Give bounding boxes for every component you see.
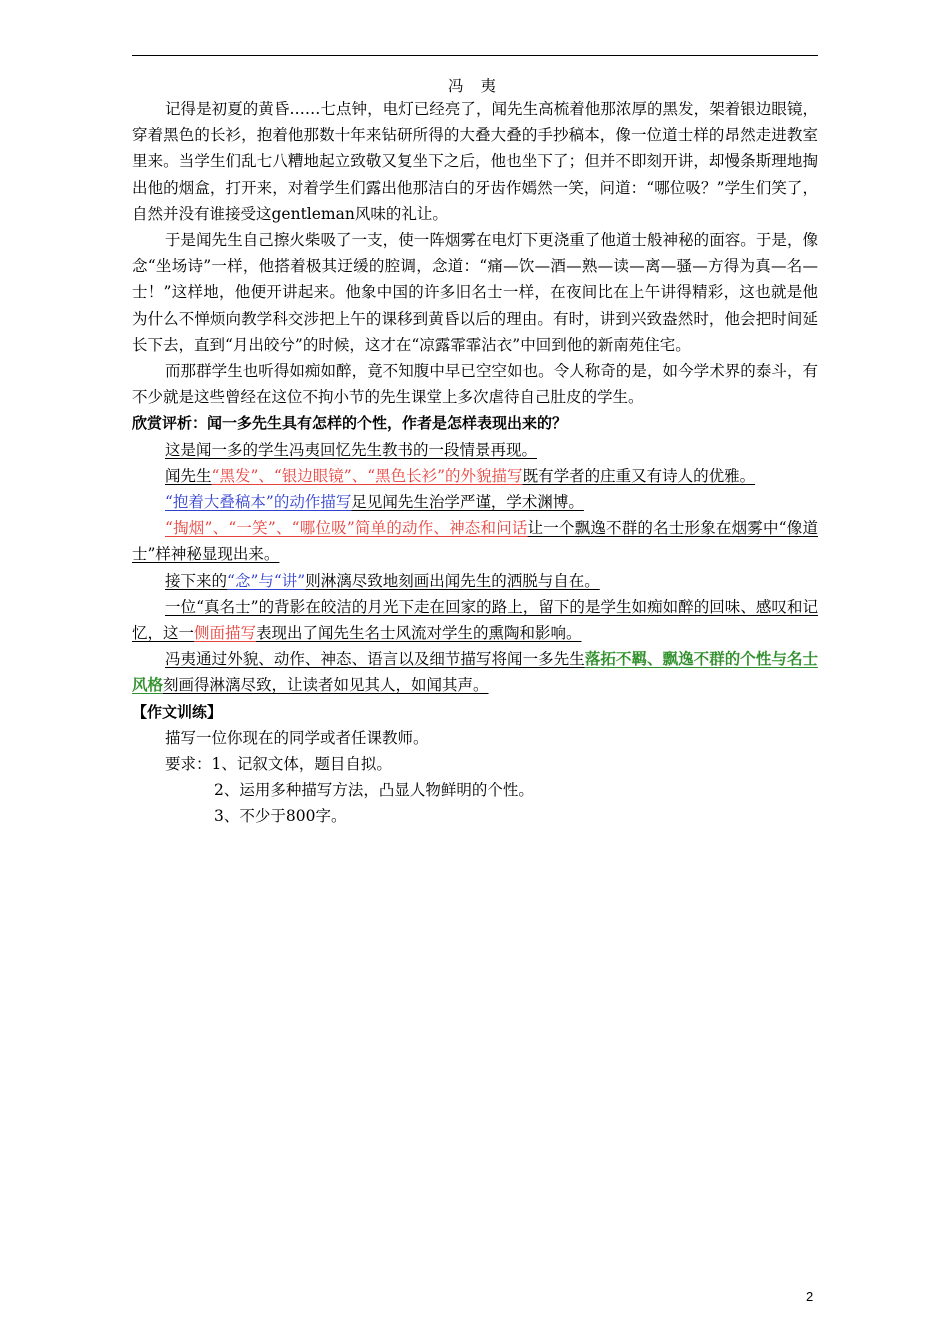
analysis-text: 则淋漓尽致地刻画出闻先生的洒脱与自在。 xyxy=(305,571,600,590)
training-requirement-1: 要求：1、记叙文体，题目自拟。 xyxy=(165,755,392,774)
analysis-paragraph-5 xyxy=(132,568,818,594)
highlight-red: “黑发”、“银边眼镜”、“黑色长衫”的外貌描写 xyxy=(211,466,523,485)
passage-paragraph-3: 而那群学生也听得如痴如醉，竟不知腹中早已空空如也。令人称奇的是，如今学术界的泰斗，有不少就是这些曾经在这位不拘小节的先生课堂上多次虐待自己肚皮的学生。 xyxy=(132,362,818,407)
analysis-text: 接下来的 xyxy=(165,571,228,590)
analysis-text: 刻画得淋漓尽致，让读者如见其人，如闻其声。 xyxy=(163,676,489,695)
analysis-text: 既有学者的庄重又有诗人的优雅。 xyxy=(522,466,756,485)
analysis-paragraph-3 xyxy=(132,489,818,515)
passage-paragraph-2: 于是闻先生自己擦火柴吸了一支，使一阵烟雾在电灯下更浇重了他道士般神秘的面容。于是，像念“坐场诗”一样，他搭着极其迂缓的腔调，念道：“痛—饮—酒—熟—读—离—骚—方得为真—名—士！”这样地，他便开讲起来。他象中国的许多旧名士一样，在夜间比在上午讲得精彩，这也就是他为什么不惮烦向教学科交涉把上午的课移到黄昏以后的理由。有时，讲到兴致盎然时，他会把时间延长下去，直到“月出皎兮”的时候，这才在“凉露霏霏沾衣”中回到他的新南苑住宅。 xyxy=(132,231,818,354)
page-number: 2 xyxy=(806,1289,814,1304)
page-title: 冯 夷 xyxy=(448,77,502,95)
analysis-text: 冯夷通过外貌、动作、神态、语言以及细节描写将闻一多先生 xyxy=(165,650,585,669)
passage-paragraph-1: 记得是初夏的黄昏……七点钟，电灯已经亮了，闻先生高梳着他那浓厚的黑发，架着银边眼镜，穿着黑色的长衫，抱着他那数十年来钻研所得的大叠大叠的手抄稿本，像一位道士样的昂然走进教室里来。当学生们乱七八糟地起立致敬又复坐下之后，他也坐下了；但并不即刻开讲，却慢条斯理地掏出他的烟盒，打开来，对着学生们露出他那洁白的牙齿作嫣然一笑，问道：“哪位吸？”学生们笑了，自然并没有谁接受这gentleman风味的礼让。 xyxy=(132,100,818,223)
analysis-paragraph-2 xyxy=(132,463,818,489)
analysis-text: 足见闻先生治学严谨，学术渊博。 xyxy=(351,493,584,512)
analysis-text: 表现出了闻先生名士风流对学生的熏陶和影响。 xyxy=(256,624,582,643)
highlight-blue: “念”与“讲” xyxy=(227,571,306,590)
analysis-paragraph-6 xyxy=(132,594,818,646)
highlight-green: 落拓不羁、飘逸不群的个性与名士风格 xyxy=(132,650,818,695)
analysis-paragraph-7 xyxy=(132,646,818,698)
header-rule xyxy=(132,55,818,56)
highlight-red: 侧面描写 xyxy=(194,624,257,643)
training-task: 描写一位你现在的同学或者任课教师。 xyxy=(165,728,429,747)
highlight-blue: “抱着大叠稿本”的动作描写 xyxy=(165,493,352,512)
highlight-red: “掏烟”、“一笑”、“哪位吸”简单的动作、神态和问话 xyxy=(165,519,528,538)
analysis-paragraph-1 xyxy=(132,437,818,463)
analysis-text: 让一个飘逸不群的名士形象在烟雾中“像道士”样神秘显现出来。 xyxy=(132,519,818,564)
analysis-paragraph-4 xyxy=(132,515,818,567)
document-body xyxy=(132,96,818,830)
analysis-text: 一位“真名士”的背影在皎洁的月光下走在回家的路上，留下的是学生如痴如醉的回味、感叹和记忆，这一 xyxy=(132,597,818,643)
analysis-text: 闻先生 xyxy=(165,466,212,485)
analysis-text: 这是闻一多的学生冯夷回忆先生教书的一段情景再现。 xyxy=(165,440,538,459)
analysis-heading: 欣赏评析：闻一多先生具有怎样的个性，作者是怎样表现出来的？ xyxy=(132,414,568,433)
training-requirement-2: 2、运用多种描写方法，凸显人物鲜明的个性。 xyxy=(214,781,534,800)
training-requirement-3: 3、不少于800字。 xyxy=(214,807,347,826)
training-heading: 【作文训练】 xyxy=(132,702,223,721)
